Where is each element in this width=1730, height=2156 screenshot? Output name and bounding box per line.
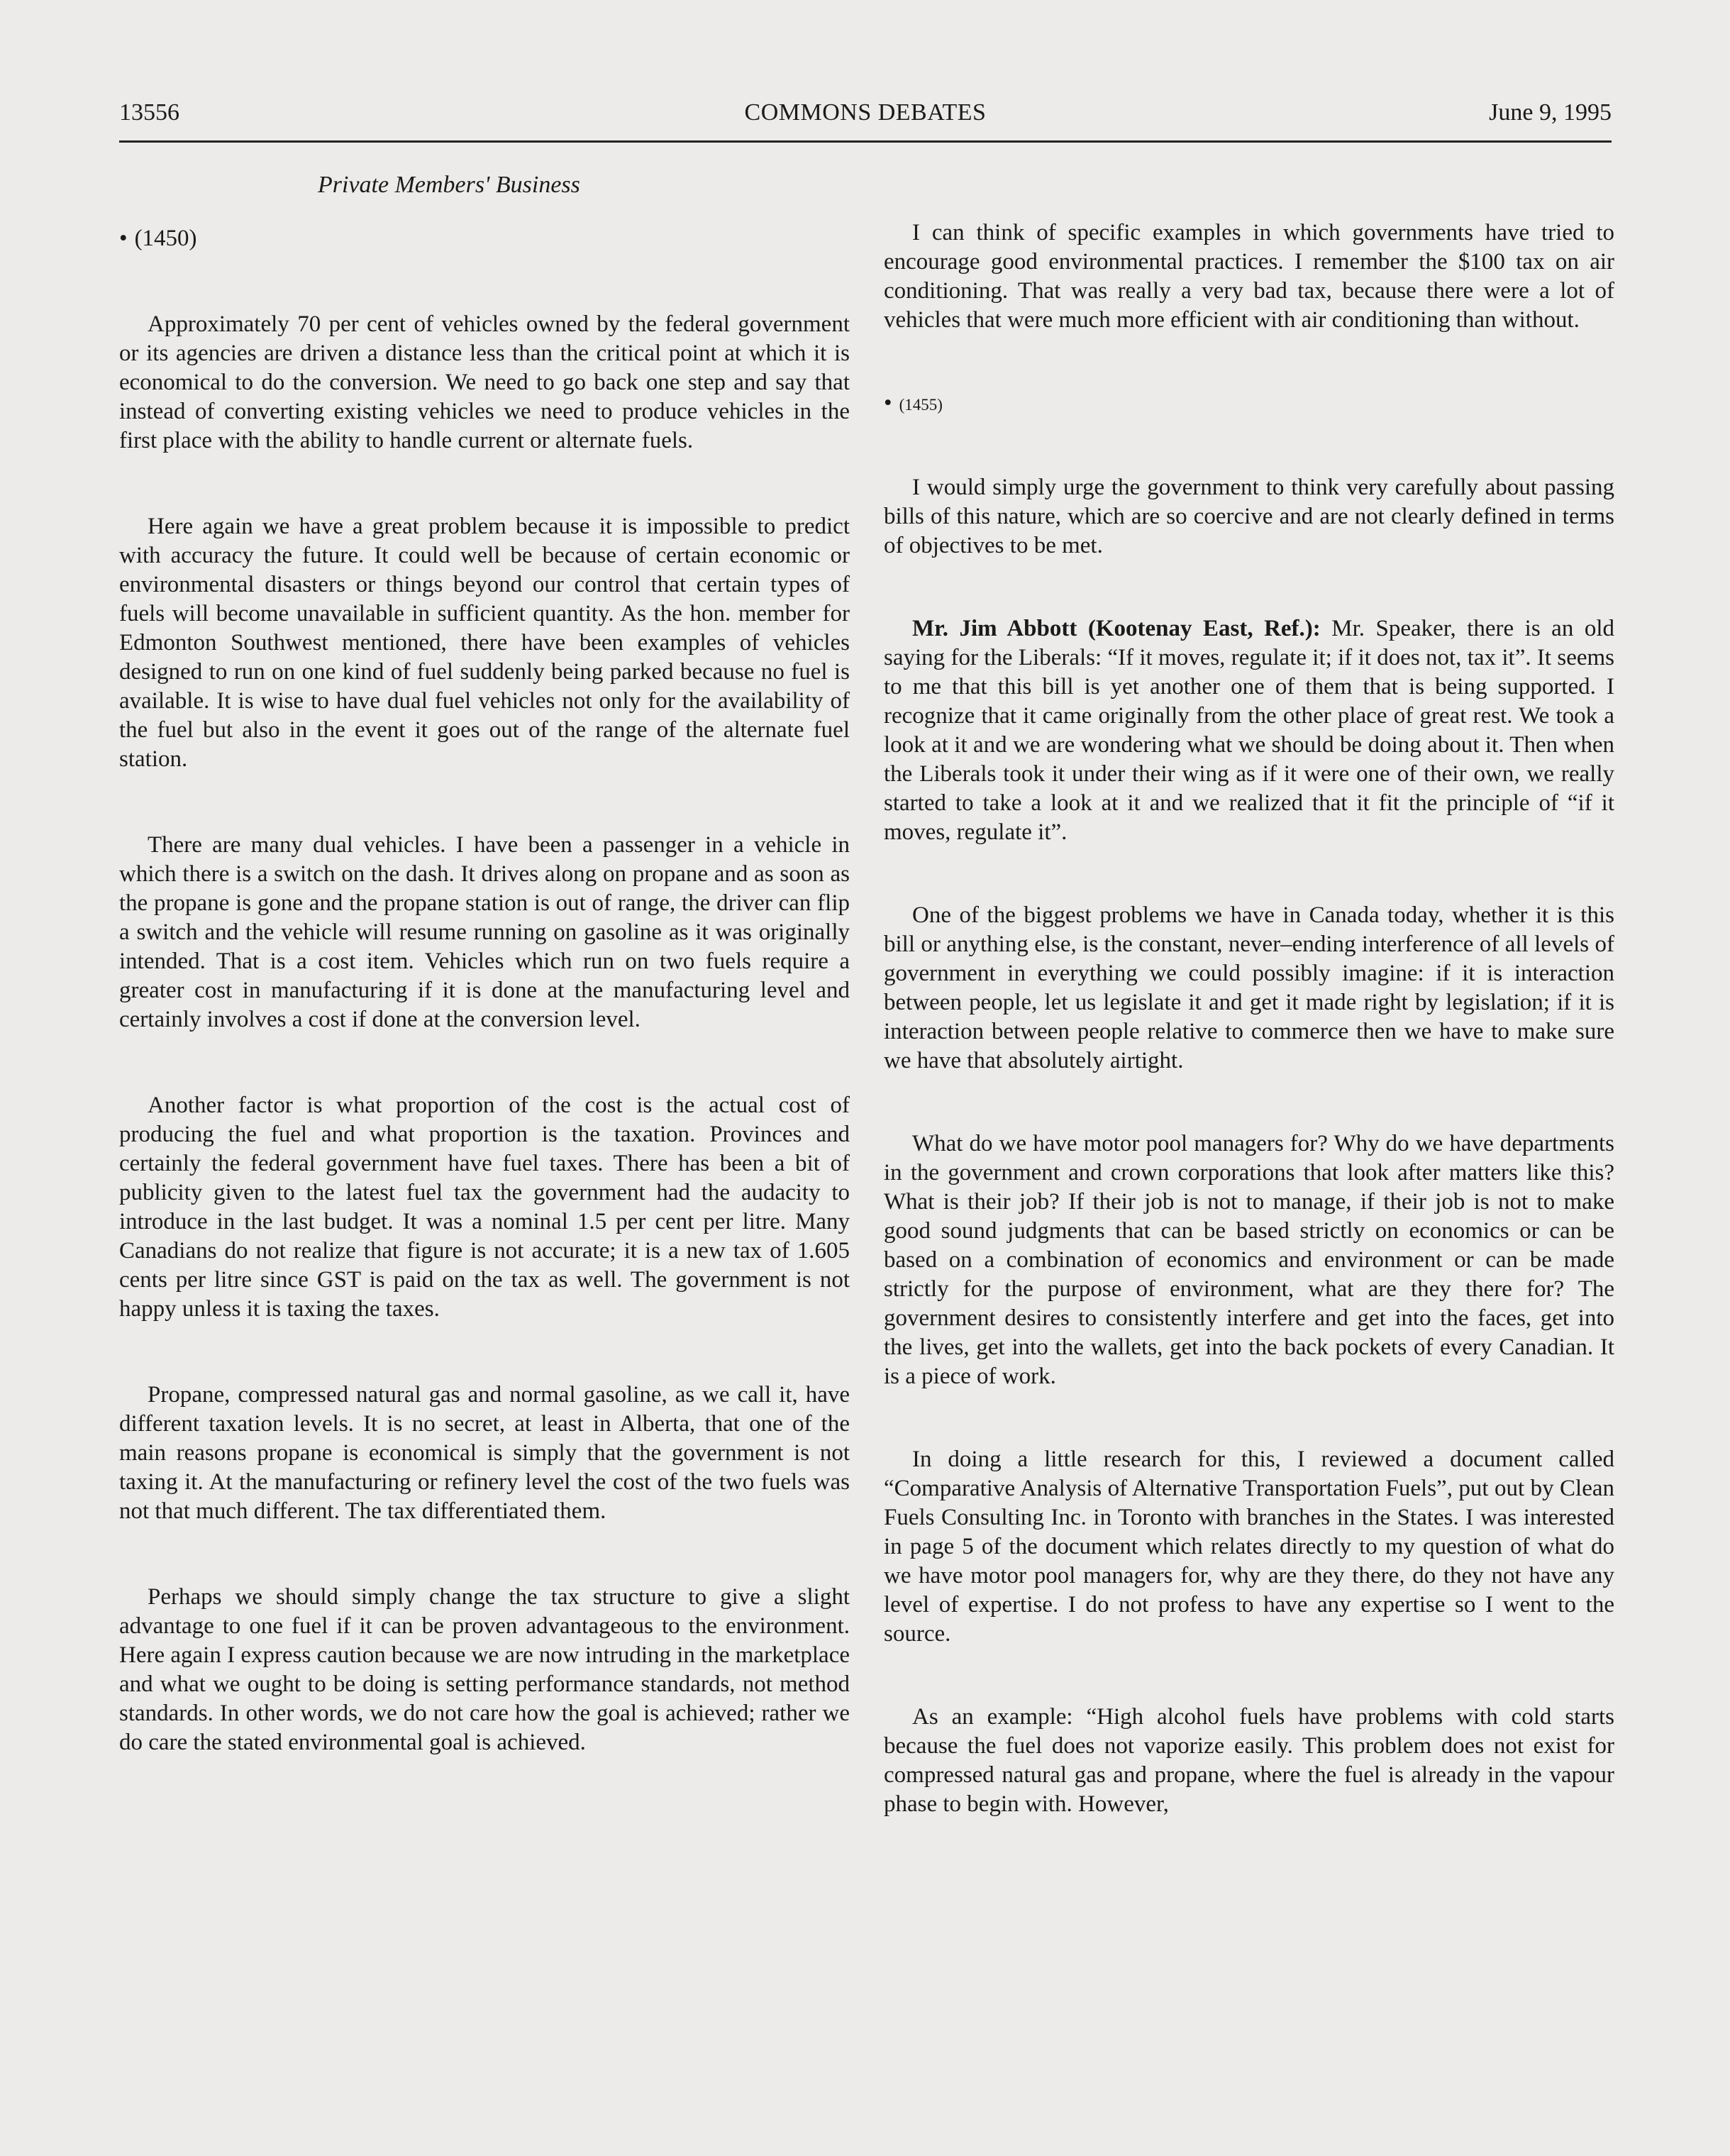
section-label: Private Members' Business — [318, 172, 580, 198]
paragraph: There are many dual vehicles. I have been a passenger in a vehicle in which there is a switch on the dash. It drives along on propane and as soon as the propane is gone and the propane station is out of range, the driver can flip a switch and the vehicle will resume running on gasoline as it was originally intended. That is a cost item. Vehicles which run on two fuels require a greater cost in manufacturing if it is done at the manufacturing level and certainly involves a cost if done at the conversion level. — [119, 832, 850, 1032]
left-column — [119, 219, 850, 1757]
paragraph: Propane, compressed natural gas and normal gasoline, as we call it, have different taxation levels. It is no secret, at least in Alberta, that one of the main reasons propane is economical is simply that the government is not taxing it. At the manufacturing or refinery level the cost of the two fuels was not that much different. The tax differentiated them. — [119, 1382, 850, 1524]
time-marker-text: (1455) — [899, 396, 943, 414]
paragraph: As an example: “High alcohol fuels have problems with cold starts because the fuel does not vaporize easily. This problem does not exist for compressed natural gas and propane, where the fuel is already in the vapour phase to begin with. However, — [884, 1704, 1614, 1817]
time-marker-text: (1450) — [134, 226, 197, 251]
paragraph: One of the biggest problems we have in Canada today, whether it is this bill or anything else, is the constant, never–ending interference of all levels of government in everything we could possibly imagine: if it is interaction between people, let us legislate it and get it made right by legislation; if it is interaction between people relative to commerce then we have to make sure we have that absolutely airtight. — [884, 902, 1614, 1073]
paragraph: In doing a little research for this, I reviewed a document called “Comparative Analysis of Alternative Transportation Fuels”, put out by Clean Fuels Consulting Inc. in Toronto with branches in the States. I was interested in page 5 of the document which relates directly to my question of what do we have motor pool managers for, why are they there, do they not have any level of expertise. I do not profess to have any expertise so I went to the source. — [884, 1447, 1614, 1647]
paragraph: Here again we have a great problem because it is impossible to predict with accuracy the future. It could well be because of certain economic or environmental disasters or things beyond our control that certain types of fuels will become unavailable in sufficient quantity. As the hon. member for Edmonton Southwest mentioned, there have been examples of vehicles designed to run on one kind of fuel suddenly being parked because no fuel is available. It is wise to have dual fuel vehicles not only for the availability of the fuel but also in the event it goes out of the range of the alternate fuel station. — [119, 514, 850, 772]
page-date: June 9, 1995 — [1489, 99, 1612, 126]
right-column — [884, 219, 1614, 1819]
bullet-icon: • — [884, 390, 892, 416]
bullet-icon: • — [119, 226, 128, 251]
paragraph: What do we have motor pool managers for? Why do we have departments in the government and crown corporations that look after matters like this? What is their job? If their job is not to manage, if their job is not to make good sound judgments that can be based strictly on economics or can be based on a combination of economics and environment or can be made strictly for the purpose of environment, what are they there for? The government desires to consistently interfere and get into the faces, get into the lives, get into the wallets, get into the back pockets of every Canadian. It is a piece of work. — [884, 1131, 1614, 1389]
paragraph: I would simply urge the government to think very carefully about passing bills of this nature, which are so coercive and are not clearly defined in terms of objectives to be met. — [884, 475, 1614, 558]
speaker-name: Mr. Jim Abbott (Kootenay East, Ref.): — [912, 616, 1321, 641]
speaker-text: Mr. Speaker, there is an old saying for the Liberals: “If it moves, regulate it; if it does not, tax it”. It seems to me that this bill is yet another one of them that is being supported. I recognize that it came originally from the other place of great rest. We took a look at it and we are wondering what we should be doing about it. Then when the Liberals took it under their wing as if it were one of their own, we really started to take a look at it and we realized that it fit the principle of “if it moves, regulate it”. — [884, 616, 1614, 845]
paragraph: I can think of specific examples in which governments have tried to encourage good environmental practices. I remember the $100 tax on air conditioning. That was really a very bad tax, because there were a lot of vehicles that were much more efficient with air conditioning than without. — [884, 220, 1614, 333]
paragraph: Another factor is what proportion of the cost is the actual cost of producing the fuel and what proportion is the taxation. Provinces and certainly the federal government have fuel taxes. There has been a bit of publicity given to the latest fuel tax the government had the audacity to introduce in the last budget. It was a nominal 1.5 per cent per litre. Many Canadians do not realize that figure is not accurate; it is a new tax of 1.605 cents per litre since GST is paid on the tax as well. The government is not happy unless it is taxing the taxes. — [119, 1093, 850, 1322]
page-number: 13556 — [119, 99, 179, 126]
paragraph: Perhaps we should simply change the tax structure to give a slight advantage to one fuel if it can be proven advantageous to the environment. Here again I express caution because we are now intruding in the marketplace and what we ought to be doing is setting performance standards, not method standards. In other words, we do not care how the goal is achieved; rather we do care the stated environmental goal is achieved. — [119, 1584, 850, 1755]
header-rule — [119, 140, 1612, 143]
publication-title: COMMONS DEBATES — [744, 99, 987, 126]
time-marker — [884, 389, 1614, 419]
speaker-paragraph — [884, 614, 1614, 847]
paragraph: Approximately 70 per cent of vehicles owned by the federal government or its agencies are driven a distance less than the critical point at which it is economical to do the conversion. We need to go back one step and say that instead of converting existing vehicles we need to produce vehicles in the first place with the ability to handle current or alternate fuels. — [119, 311, 850, 453]
page-header — [119, 99, 1612, 142]
time-marker — [119, 224, 850, 253]
